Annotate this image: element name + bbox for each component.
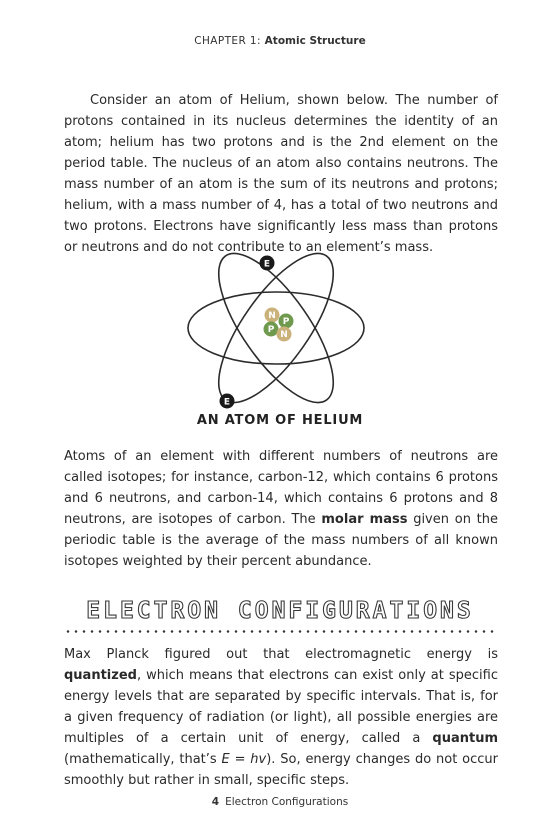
figure-caption: AN ATOM OF HELIUM: [196, 413, 364, 428]
formula-e: E: [221, 752, 230, 767]
chapter-title: Atomic Structure: [264, 35, 366, 47]
neutron-label: N: [280, 330, 288, 340]
electron-label: E: [223, 397, 231, 408]
text-segment: (mathematically, that’s: [64, 752, 222, 767]
planck-paragraph: [64, 644, 498, 791]
text-segment: Atoms of an element with different numbers of neutrons are called isotopes; for instance, carbon-12, which contains 6 protons and 6 neutrons, and carbon-14, which contains 6 protons and 8 neutrons, are isotopes of carbon. The: [64, 449, 498, 527]
proton-left: [264, 322, 279, 337]
text-segment: ). So, energy changes do not occur smoothly but rather in small, specific steps.: [64, 752, 499, 788]
text-segment: , which means that electrons can exist only at specific energy levels that are separated by specific intervals. That is, for a given frequency of radiation (or light), all possible energies are multiples of a certain unit of energy, called a: [64, 668, 498, 746]
term-quantized: quantized: [64, 668, 137, 683]
neutron-bottom: [277, 327, 292, 342]
formula-equals: =: [229, 752, 251, 767]
nucleus: [264, 308, 294, 342]
term-molar-mass: molar mass: [321, 512, 408, 527]
proton-label: P: [282, 317, 290, 327]
intro-paragraph: Consider an atom of Helium, shown below. The number of protons contained in its nucleus determines the identity of an atom; helium has two protons and is the 2nd element on the period table. The nucleus of an atom also contains neutrons. The mass number of an atom is the sum of its neutrons and protons; helium, with a mass number of 4, has a total of two neutrons and two protons. Electrons have significantly less mass than protons or neutrons and do not contribute to an element’s mass.: [64, 93, 498, 255]
electron-label: E: [263, 259, 271, 270]
electron-top: [260, 256, 275, 271]
text-segment: given on the periodic table is the average of the mass numbers of all known isotopes weighted by their percent abundance.: [64, 512, 499, 569]
text-segment: Max Planck figured out that electromagnetic energy is: [64, 647, 498, 662]
neutron-top: [265, 308, 280, 323]
footer-section: Electron Configurations: [225, 796, 349, 808]
section-heading: ELECTRON CONFIGURATIONS: [86, 598, 474, 624]
dotted-divider: [64, 630, 498, 633]
page-number: 4: [211, 796, 220, 808]
helium-atom-diagram: [180, 244, 380, 410]
proton-label: P: [267, 325, 275, 335]
formula-hv: hv: [250, 752, 267, 767]
term-quantum: quantum: [432, 731, 498, 746]
running-header: [0, 35, 560, 47]
neutron-label: N: [268, 311, 276, 321]
chapter-label: CHAPTER 1:: [194, 35, 261, 47]
electron-bottom: [220, 394, 235, 409]
page-footer: [0, 796, 560, 808]
proton-right: [279, 314, 294, 329]
isotopes-paragraph: [64, 446, 498, 572]
